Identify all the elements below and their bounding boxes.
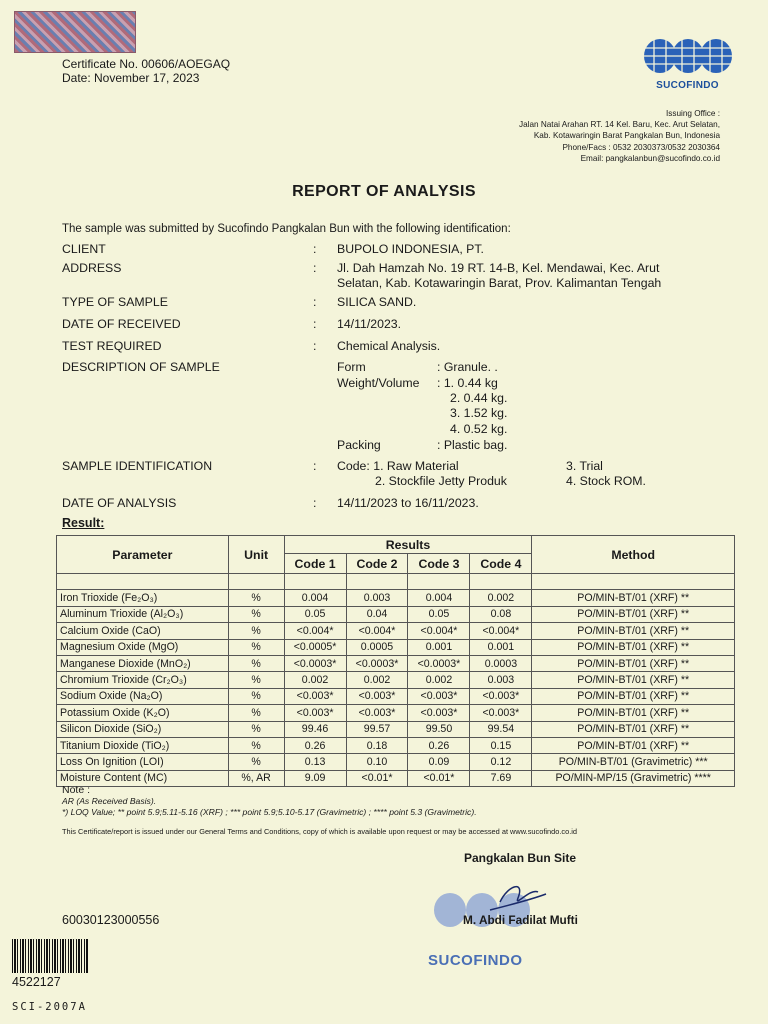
unit-cell: %: [228, 639, 284, 655]
code-4-cell: 0.08: [470, 606, 532, 622]
parameter-cell: Sodium Oxide (Na₂O): [57, 688, 229, 704]
code-3-cell: <0.004*: [408, 623, 470, 639]
code-3-cell: 0.002: [408, 672, 470, 688]
weight-value: : 1. 0.44 kg: [437, 376, 498, 390]
terms-text: This Certificate/report is issued under our General Terms and Conditions, copy of which is available upon request or may be accessed at www.sucofindo.co.id: [62, 827, 578, 836]
barcode-icon: [12, 939, 88, 973]
table-row: [57, 688, 735, 704]
table-row: [57, 672, 735, 688]
footer-brand: SUCOFINDO: [428, 952, 523, 969]
code-2-cell: 0.10: [346, 754, 408, 770]
method-cell: PO/MIN-BT/01 (XRF) **: [532, 721, 735, 737]
logo-brand-text: SUCOFINDO: [656, 80, 719, 91]
parameter-cell: Chromium Trioxide (Cr₂O₃): [57, 672, 229, 688]
code-2-cell: 0.0005: [346, 639, 408, 655]
code-1-cell: <0.0005*: [284, 639, 346, 655]
header-code-1: Code 1: [284, 554, 346, 574]
table-row: [57, 606, 735, 622]
code-3-cell: <0.0003*: [408, 655, 470, 671]
unit-cell: %: [228, 754, 284, 770]
identification-code: 3. Trial: [566, 459, 603, 473]
weight-label: Weight/Volume: [337, 376, 420, 390]
header-method: Method: [532, 536, 735, 574]
code-4-cell: <0.004*: [470, 623, 532, 639]
table-row: [57, 590, 735, 606]
report-title: REPORT OF ANALYSIS: [292, 183, 476, 200]
form-label: Form: [337, 360, 366, 374]
form-code: SCI-2007A: [12, 1001, 87, 1013]
header-code-2: Code 2: [346, 554, 408, 574]
code-4-cell: 0.002: [470, 590, 532, 606]
notes: [62, 785, 477, 818]
code-3-cell: 0.004: [408, 590, 470, 606]
weight-value: 3. 1.52 kg.: [450, 406, 508, 420]
weight-value: 4. 0.52 kg.: [450, 422, 508, 436]
unit-cell: %: [228, 737, 284, 753]
code-2-cell: <0.004*: [346, 623, 408, 639]
address-line: Jl. Dah Hamzah No. 19 RT. 14-B, Kel. Mendawai, Kec. Arut: [337, 261, 660, 275]
code-2-cell: 0.18: [346, 737, 408, 753]
code-4-cell: 0.12: [470, 754, 532, 770]
test-value: Chemical Analysis.: [337, 339, 441, 353]
code-1-cell: 0.13: [284, 754, 346, 770]
code-3-cell: 0.001: [408, 639, 470, 655]
parameter-cell: Silicon Dioxide (SiO₂): [57, 721, 229, 737]
unit-cell: %: [228, 655, 284, 671]
code-1-cell: 0.004: [284, 590, 346, 606]
intro-text: The sample was submitted by Sucofindo Pangkalan Bun with the following identification:: [62, 223, 511, 235]
header-code-4: Code 4: [470, 554, 532, 574]
code-2-cell: <0.003*: [346, 705, 408, 721]
office-email: Email: pangkalanbun@sucofindo.co.id: [580, 153, 720, 163]
note-line: AR (As Received Basis).: [62, 796, 157, 806]
unit-cell: %: [228, 623, 284, 639]
security-stamp: [14, 11, 136, 53]
identification-code: 2. Stockfile Jetty Produk: [375, 474, 507, 488]
unit-cell: %: [228, 721, 284, 737]
unit-cell: %, AR: [228, 770, 284, 786]
code-2-cell: 99.57: [346, 721, 408, 737]
office-line: Issuing Office :: [665, 109, 720, 118]
method-cell: PO/MIN-BT/01 (XRF) **: [532, 590, 735, 606]
code-1-cell: <0.003*: [284, 688, 346, 704]
code-2-cell: <0.0003*: [346, 655, 408, 671]
globe-logo-icon: [640, 36, 735, 80]
weight-value: 2. 0.44 kg.: [450, 391, 508, 405]
packing-value: : Plastic bag.: [437, 438, 508, 452]
code-1-cell: 0.26: [284, 737, 346, 753]
parameter-cell: Potassium Oxide (K₂O): [57, 705, 229, 721]
code-1-cell: <0.004*: [284, 623, 346, 639]
table-row: [57, 623, 735, 639]
spacer-row: [57, 574, 735, 590]
office-line: Jalan Natai Arahan RT. 14 Kel. Baru, Kec. Arut Selatan,: [518, 120, 720, 130]
code-4-cell: <0.003*: [470, 688, 532, 704]
colon: :: [313, 295, 317, 309]
method-cell: PO/MIN-BT/01 (Gravimetric) ***: [532, 754, 735, 770]
colon: :: [313, 339, 317, 353]
barcode-number: 4522127: [12, 975, 61, 989]
note-line: *) LOQ Value; ** point 5.9;5.11-5.16 (XRF) ; *** point 5.9;5.10-5.17 (Gravimetric) ; **** point 5.3 (Gravimetric).: [62, 807, 477, 817]
table-row: [57, 639, 735, 655]
identification-code: 4. Stock ROM.: [566, 474, 646, 488]
colon: :: [313, 496, 317, 510]
header-unit: Unit: [228, 536, 284, 574]
site-name: Pangkalan Bun Site: [464, 851, 577, 865]
identification-label: SAMPLE IDENTIFICATION: [62, 459, 213, 473]
code-1-cell: <0.003*: [284, 705, 346, 721]
method-cell: PO/MIN-BT/01 (XRF) **: [532, 639, 735, 655]
code-1-cell: 0.002: [284, 672, 346, 688]
client-value: BUPOLO INDONESIA, PT.: [337, 242, 484, 256]
address-label: ADDRESS: [62, 261, 122, 275]
colon: :: [313, 261, 317, 275]
issuing-office: [519, 108, 720, 164]
method-cell: PO/MIN-BT/01 (XRF) **: [532, 688, 735, 704]
results-table: [56, 535, 735, 787]
parameter-cell: Loss On Ignition (LOI): [57, 754, 229, 770]
code-2-cell: <0.003*: [346, 688, 408, 704]
code-1-cell: 99.46: [284, 721, 346, 737]
unit-cell: %: [228, 672, 284, 688]
table-row: [57, 705, 735, 721]
certificate-header: [62, 57, 230, 85]
code-2-cell: 0.04: [346, 606, 408, 622]
code-2-cell: 0.003: [346, 590, 408, 606]
code-4-cell: 0.0003: [470, 655, 532, 671]
packing-label: Packing: [337, 438, 381, 452]
code-2-cell: <0.01*: [346, 770, 408, 786]
code-4-cell: 0.003: [470, 672, 532, 688]
colon: :: [313, 242, 317, 256]
code-3-cell: <0.003*: [408, 688, 470, 704]
code-3-cell: 0.26: [408, 737, 470, 753]
code-1-cell: 0.05: [284, 606, 346, 622]
method-cell: PO/MIN-BT/01 (XRF) **: [532, 672, 735, 688]
signer-name: M. Abdi Fadilat Mufti: [463, 913, 578, 927]
code-1-cell: 9.09: [284, 770, 346, 786]
parameter-cell: Titanium Dioxide (TiO₂): [57, 737, 229, 753]
table-row: [57, 721, 735, 737]
sucofindo-logo: [640, 36, 735, 98]
parameter-cell: Moisture Content (MC): [57, 770, 229, 786]
colon: :: [313, 459, 317, 473]
certificate-date: Date: November 17, 2023: [62, 71, 200, 85]
address-line: Selatan, Kab. Kotawaringin Barat, Prov. Kalimantan Tengah: [337, 276, 662, 290]
received-label: DATE OF RECEIVED: [62, 317, 181, 331]
code-1-cell: <0.0003*: [284, 655, 346, 671]
unit-cell: %: [228, 688, 284, 704]
code-4-cell: 7.69: [470, 770, 532, 786]
parameter-cell: Magnesium Oxide (MgO): [57, 639, 229, 655]
analysis-date-value: 14/11/2023 to 16/11/2023.: [337, 496, 479, 510]
header-results: Results: [284, 536, 532, 554]
result-heading: Result:: [62, 516, 105, 530]
method-cell: PO/MIN-BT/01 (XRF) **: [532, 655, 735, 671]
method-cell: PO/MIN-BT/01 (XRF) **: [532, 737, 735, 753]
code-3-cell: <0.003*: [408, 705, 470, 721]
analysis-date-label: DATE OF ANALYSIS: [62, 496, 177, 510]
table-row: [57, 655, 735, 671]
code-4-cell: 0.15: [470, 737, 532, 753]
code-3-cell: 99.50: [408, 721, 470, 737]
parameter-cell: Manganese Dioxide (MnO₂): [57, 655, 229, 671]
test-label: TEST REQUIRED: [62, 339, 162, 353]
type-label: TYPE OF SAMPLE: [62, 295, 168, 309]
table-row: [57, 754, 735, 770]
header-code-3: Code 3: [408, 554, 470, 574]
header-parameter: Parameter: [57, 536, 229, 574]
method-cell: PO/MIN-BT/01 (XRF) **: [532, 606, 735, 622]
code-3-cell: 0.09: [408, 754, 470, 770]
code-2-cell: 0.002: [346, 672, 408, 688]
note-label: Note :: [62, 784, 91, 796]
identification-code: Code: 1. Raw Material: [337, 459, 459, 473]
unit-cell: %: [228, 590, 284, 606]
code-4-cell: <0.003*: [470, 705, 532, 721]
method-cell: PO/MIN-BT/01 (XRF) **: [532, 705, 735, 721]
unit-cell: %: [228, 705, 284, 721]
received-value: 14/11/2023.: [337, 317, 402, 331]
certificate-number: Certificate No. 00606/AOEGAQ: [62, 57, 231, 71]
method-cell: PO/MIN-BT/01 (XRF) **: [532, 623, 735, 639]
office-line: Phone/Facs : 0532 2030373/0532 2030364: [562, 142, 720, 152]
unit-cell: %: [228, 606, 284, 622]
code-4-cell: 99.54: [470, 721, 532, 737]
parameter-cell: Aluminum Trioxide (Al₂O₃): [57, 606, 229, 622]
document-id: 60030123000556: [62, 913, 160, 927]
office-line: Kab. Kotawaringin Barat Pangkalan Bun, Indonesia: [533, 131, 720, 141]
table-row: [57, 737, 735, 753]
code-4-cell: 0.001: [470, 639, 532, 655]
parameter-cell: Calcium Oxide (CaO): [57, 623, 229, 639]
code-3-cell: 0.05: [408, 606, 470, 622]
colon: :: [313, 317, 317, 331]
results-body: [57, 574, 735, 787]
type-value: SILICA SAND.: [337, 295, 417, 309]
method-cell: PO/MIN-MP/15 (Gravimetric) ****: [532, 770, 735, 786]
client-label: CLIENT: [62, 242, 106, 256]
description-label: DESCRIPTION OF SAMPLE: [62, 360, 220, 374]
code-3-cell: <0.01*: [408, 770, 470, 786]
form-value: : Granule. .: [437, 360, 498, 374]
parameter-cell: Iron Trioxide (Fe₂O₃): [57, 590, 229, 606]
